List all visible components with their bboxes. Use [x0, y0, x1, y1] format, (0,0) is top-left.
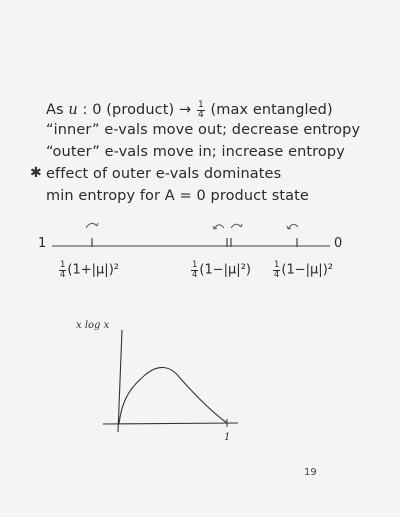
line1-middle: : 0 (product) → — [77, 102, 196, 118]
text-line-3: “outer” e-vals move in; increase entropy — [46, 144, 345, 160]
text-line-2: “inner” e-vals move out; decrease entropy — [46, 122, 361, 138]
line1-prefix: As — [46, 102, 69, 118]
eigenvalue-label-middle: $\frac{1}{4}$ (1−|μ|²) — [192, 260, 251, 280]
eigenvalue-label-outer: $\frac{1}{4}$ (1−|μ|)² — [274, 260, 333, 280]
sketch-x-axis — [103, 423, 238, 424]
spectrum-right-end-label: 0 — [334, 236, 343, 251]
text-line-4: effect of outer e-vals dominates — [46, 166, 282, 182]
sketch-ylabel: x log x — [76, 320, 110, 331]
fraction-denominator: 4 — [197, 109, 204, 120]
spectrum-left-end-label: 1 — [38, 236, 47, 251]
page-number: 19 — [304, 467, 317, 478]
fraction-numerator: 1 — [197, 99, 204, 110]
line1-suffix: (max entangled) — [205, 102, 333, 118]
eigenvalue-label-inner: $\frac{1}{4}$ (1+|μ|)² — [60, 260, 119, 280]
text-line-5: min entropy for A = 0 product state — [46, 188, 309, 204]
sketch-curve — [119, 367, 227, 424]
star-annotation-icon: ✱ — [30, 165, 42, 181]
line1-variable-u: u — [68, 102, 78, 118]
sketch-xtick-label: 1 — [224, 432, 231, 443]
